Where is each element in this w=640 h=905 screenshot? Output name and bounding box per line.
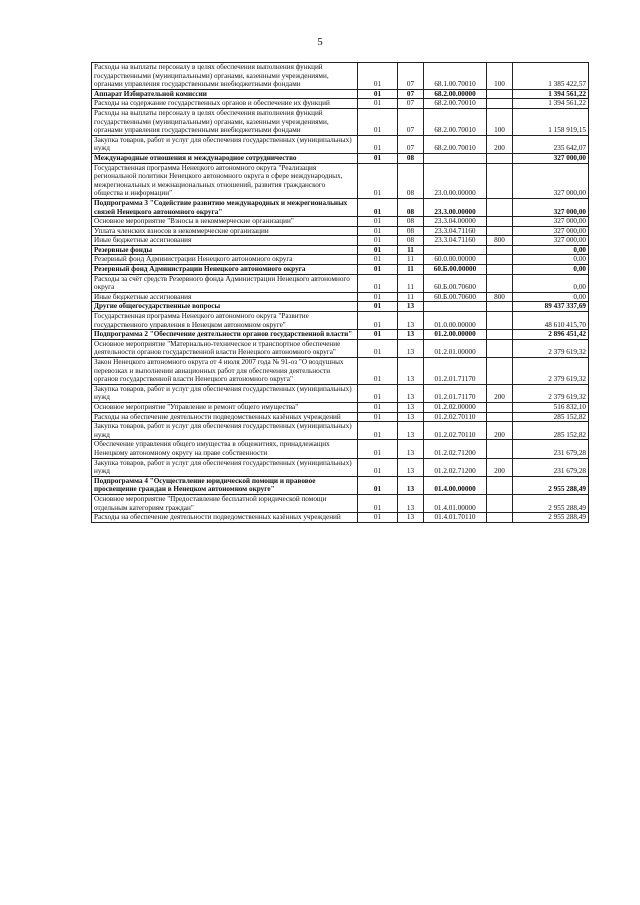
- row-amount: 231 679,28: [513, 458, 589, 476]
- row-amount: 0,00: [513, 265, 589, 275]
- row-section-code: 01: [358, 153, 398, 163]
- row-name: Подпрограмма 3 "Содействие развитию международных и межрегиональных связей Ненецкого автономного округа": [92, 198, 358, 216]
- table-row: [92, 63, 589, 90]
- row-target-code: [424, 153, 487, 163]
- row-expense-type-code: [487, 153, 513, 163]
- row-section-code: 01: [358, 89, 398, 99]
- row-amount: 2 379 619,32: [513, 358, 589, 385]
- row-expense-type-code: 800: [487, 236, 513, 246]
- row-subsection-code: 13: [398, 458, 424, 476]
- row-name: Расходы на обеспечение деятельности подведомственных казённых учреждений: [92, 513, 358, 523]
- row-section-code: 01: [358, 330, 398, 340]
- row-name: Расходы на обеспечение деятельности подведомственных казённых учреждений: [92, 412, 358, 422]
- table-row: [92, 339, 589, 357]
- row-subsection-code: 11: [398, 255, 424, 265]
- row-amount: 2 955 288,49: [513, 513, 589, 523]
- table-row: [92, 292, 589, 302]
- row-amount: 1 385 422,57: [513, 63, 589, 90]
- row-section-code: 01: [358, 217, 398, 227]
- row-target-code: 68.2.00.70010: [424, 108, 487, 135]
- row-name: Основное мероприятие "Управление и ремонт общего имущества": [92, 402, 358, 412]
- table-row: [92, 236, 589, 246]
- row-amount: 2 955 288,49: [513, 494, 589, 512]
- table-row: [92, 217, 589, 227]
- row-expense-type-code: 100: [487, 63, 513, 90]
- row-section-code: 01: [358, 358, 398, 385]
- row-subsection-code: 13: [398, 513, 424, 523]
- row-name: Аппарат Избирательной комиссии: [92, 89, 358, 99]
- table-row: [92, 198, 589, 216]
- row-expense-type-code: [487, 198, 513, 216]
- table-row: [92, 163, 589, 198]
- row-section-code: 01: [358, 513, 398, 523]
- row-target-code: 01.0.00.00000: [424, 312, 487, 330]
- row-amount: 285 152,82: [513, 422, 589, 440]
- row-section-code: 01: [358, 135, 398, 153]
- row-subsection-code: 07: [398, 99, 424, 109]
- row-section-code: 01: [358, 226, 398, 236]
- table-row: [92, 422, 589, 440]
- row-section-code: 01: [358, 163, 398, 198]
- row-name: Подпрограмма 4 "Осуществление юридической помощи и правовое просвещение граждан в Ненецком автономном округе": [92, 476, 358, 494]
- row-name: Иные бюджетные ассигнования: [92, 236, 358, 246]
- row-section-code: 01: [358, 236, 398, 246]
- row-amount: 1 158 919,15: [513, 108, 589, 135]
- row-name: Государственная программа Ненецкого автономного округа "Реализация региональной политики Ненецкого автономного округа в сфере международных, межрегиональных и межнациональных отношений, развития гражданского общества и информации": [92, 163, 358, 198]
- row-section-code: 01: [358, 265, 398, 275]
- row-target-code: 68.1.00.70010: [424, 63, 487, 90]
- row-target-code: 01.2.01.71170: [424, 384, 487, 402]
- row-expense-type-code: [487, 255, 513, 265]
- row-name: Подпрограмма 2 "Обеспечение деятельности органов государственной власти": [92, 330, 358, 340]
- row-subsection-code: 13: [398, 339, 424, 357]
- row-amount: 2 379 619,32: [513, 384, 589, 402]
- row-target-code: 01.4.00.00000: [424, 476, 487, 494]
- row-subsection-code: 13: [398, 358, 424, 385]
- row-target-code: 01.2.01.00000: [424, 339, 487, 357]
- row-target-code: 23.3.00.00000: [424, 198, 487, 216]
- row-name: Закупка товаров, работ и услуг для обеспечения государственных (муниципальных) нужд: [92, 458, 358, 476]
- row-subsection-code: 13: [398, 402, 424, 412]
- row-subsection-code: 11: [398, 274, 424, 292]
- row-section-code: 01: [358, 422, 398, 440]
- row-amount: 89 437 337,69: [513, 302, 589, 312]
- row-subsection-code: 13: [398, 330, 424, 340]
- row-section-code: 01: [358, 274, 398, 292]
- table-row: [92, 476, 589, 494]
- row-name: Резервный фонд Администрации Ненецкого автономного округа: [92, 265, 358, 275]
- row-target-code: 68.2.00.70010: [424, 135, 487, 153]
- row-expense-type-code: 200: [487, 384, 513, 402]
- row-target-code: 23.3.04.00000: [424, 217, 487, 227]
- row-target-code: 01.2.01.71170: [424, 358, 487, 385]
- table-row: [92, 330, 589, 340]
- row-target-code: 60.Б.00.70600: [424, 274, 487, 292]
- row-amount: 2 379 619,32: [513, 339, 589, 357]
- row-name: Расходы на выплаты персоналу в целях обеспечения выполнения функций государственными (муниципальными) органами, казенными учреждениями, органами управления государственными внебюджетными фондами: [92, 63, 358, 90]
- row-name: Основное мероприятие "Материально-техническое и транспортное обеспечение деятельности органов государственной власти Ненецкого автономного округа": [92, 339, 358, 357]
- row-expense-type-code: [487, 402, 513, 412]
- row-expense-type-code: [487, 440, 513, 458]
- table-row: [92, 153, 589, 163]
- row-subsection-code: 13: [398, 440, 424, 458]
- row-target-code: 01.2.00.00000: [424, 330, 487, 340]
- table-row: [92, 89, 589, 99]
- row-expense-type-code: [487, 412, 513, 422]
- row-name: Резервные фонды: [92, 245, 358, 255]
- row-expense-type-code: [487, 163, 513, 198]
- row-expense-type-code: [487, 274, 513, 292]
- row-amount: 2 955 288,49: [513, 476, 589, 494]
- row-subsection-code: 08: [398, 198, 424, 216]
- row-amount: 0,00: [513, 292, 589, 302]
- row-section-code: 01: [358, 384, 398, 402]
- row-expense-type-code: [487, 265, 513, 275]
- row-expense-type-code: [487, 217, 513, 227]
- row-name: Закупка товаров, работ и услуг для обеспечения государственных (муниципальных) нужд: [92, 422, 358, 440]
- row-target-code: 01.4.01.00000: [424, 494, 487, 512]
- row-target-code: 01.2.02.70110: [424, 412, 487, 422]
- row-amount: 231 679,28: [513, 440, 589, 458]
- row-subsection-code: 08: [398, 226, 424, 236]
- row-expense-type-code: [487, 302, 513, 312]
- row-section-code: 01: [358, 99, 398, 109]
- row-target-code: 01.2.02.00000: [424, 402, 487, 412]
- row-amount: 327 000,00: [513, 236, 589, 246]
- row-target-code: 60.Б.00.00000: [424, 265, 487, 275]
- row-name: Закупка товаров, работ и услуг для обеспечения государственных (муниципальных) нужд: [92, 135, 358, 153]
- row-subsection-code: 07: [398, 89, 424, 99]
- row-expense-type-code: [487, 312, 513, 330]
- row-amount: 327 000,00: [513, 153, 589, 163]
- row-subsection-code: 11: [398, 265, 424, 275]
- row-subsection-code: 13: [398, 422, 424, 440]
- row-amount: 2 896 451,42: [513, 330, 589, 340]
- row-section-code: 01: [358, 339, 398, 357]
- row-subsection-code: 08: [398, 236, 424, 246]
- row-expense-type-code: 200: [487, 135, 513, 153]
- row-expense-type-code: [487, 99, 513, 109]
- row-subsection-code: 07: [398, 108, 424, 135]
- row-subsection-code: 07: [398, 63, 424, 90]
- row-expense-type-code: 200: [487, 458, 513, 476]
- row-section-code: 01: [358, 63, 398, 90]
- row-subsection-code: 08: [398, 163, 424, 198]
- table-row: [92, 384, 589, 402]
- page-number: 5: [317, 36, 323, 48]
- row-name: Уплата членских взносов в некоммерческие организации: [92, 226, 358, 236]
- row-target-code: 23.3.04.71160: [424, 226, 487, 236]
- row-name: Расходы за счёт средств Резервного фонда Администрации Ненецкого автономного округа: [92, 274, 358, 292]
- row-name: Закупка товаров, работ и услуг для обеспечения государственных (муниципальных) нужд: [92, 384, 358, 402]
- row-expense-type-code: [487, 89, 513, 99]
- table-row: [92, 302, 589, 312]
- row-section-code: 01: [358, 292, 398, 302]
- row-amount: 327 000,00: [513, 198, 589, 216]
- row-subsection-code: 13: [398, 302, 424, 312]
- row-expense-type-code: 100: [487, 108, 513, 135]
- row-subsection-code: 11: [398, 245, 424, 255]
- row-expense-type-code: [487, 330, 513, 340]
- row-target-code: 23.0.00.00000: [424, 163, 487, 198]
- row-expense-type-code: [487, 358, 513, 385]
- row-subsection-code: 11: [398, 292, 424, 302]
- row-target-code: 68.2.00.70010: [424, 99, 487, 109]
- row-subsection-code: 13: [398, 412, 424, 422]
- row-section-code: 01: [358, 312, 398, 330]
- table-row: [92, 265, 589, 275]
- table-row: [92, 108, 589, 135]
- row-expense-type-code: [487, 476, 513, 494]
- row-amount: 327 000,00: [513, 226, 589, 236]
- budget-table-body: [92, 63, 589, 523]
- row-name: Международные отношения и международное сотрудничество: [92, 153, 358, 163]
- row-name: Государственная программа Ненецкого автономного округа "Развитие государственного управления в Ненецком автономном округе": [92, 312, 358, 330]
- row-expense-type-code: [487, 513, 513, 523]
- row-subsection-code: 07: [398, 135, 424, 153]
- row-target-code: 60.Б.00.70600: [424, 292, 487, 302]
- row-subsection-code: 13: [398, 476, 424, 494]
- row-amount: 0,00: [513, 245, 589, 255]
- table-row: [92, 245, 589, 255]
- row-expense-type-code: 800: [487, 292, 513, 302]
- table-row: [92, 358, 589, 385]
- row-target-code: [424, 245, 487, 255]
- row-amount: 327 000,00: [513, 163, 589, 198]
- row-amount: 285 152,82: [513, 412, 589, 422]
- row-section-code: 01: [358, 108, 398, 135]
- table-row: [92, 312, 589, 330]
- row-section-code: 01: [358, 458, 398, 476]
- row-name: Расходы на выплаты персоналу в целях обеспечения выполнения функций государственными (муниципальными) органами, казенными учреждениями, органами управления государственными внебюджетными фондами: [92, 108, 358, 135]
- table-row: [92, 458, 589, 476]
- row-name: Другие общегосударственные вопросы: [92, 302, 358, 312]
- table-row: [92, 402, 589, 412]
- row-section-code: 01: [358, 402, 398, 412]
- row-subsection-code: 13: [398, 312, 424, 330]
- row-amount: 1 394 561,22: [513, 99, 589, 109]
- budget-table: [91, 62, 589, 523]
- table-row: [92, 274, 589, 292]
- row-target-code: 23.3.04.71160: [424, 236, 487, 246]
- row-expense-type-code: [487, 245, 513, 255]
- row-section-code: 01: [358, 198, 398, 216]
- row-target-code: 01.4.01.70110: [424, 513, 487, 523]
- row-expense-type-code: [487, 339, 513, 357]
- row-amount: 0,00: [513, 274, 589, 292]
- row-target-code: 01.2.02.71200: [424, 458, 487, 476]
- table-row: [92, 135, 589, 153]
- row-section-code: 01: [358, 245, 398, 255]
- table-row: [92, 99, 589, 109]
- row-name: Резервный фонд Администрации Ненецкого автономного округа: [92, 255, 358, 265]
- row-amount: 1 394 561,22: [513, 89, 589, 99]
- table-row: [92, 513, 589, 523]
- row-expense-type-code: [487, 494, 513, 512]
- table-row: [92, 412, 589, 422]
- row-section-code: 01: [358, 255, 398, 265]
- row-expense-type-code: 200: [487, 422, 513, 440]
- row-name: Расходы на содержание государственных органов и обеспечение их функций: [92, 99, 358, 109]
- row-target-code: [424, 302, 487, 312]
- row-amount: 48 610 415,70: [513, 312, 589, 330]
- row-target-code: 01.2.02.71200: [424, 440, 487, 458]
- row-expense-type-code: [487, 226, 513, 236]
- row-subsection-code: 13: [398, 384, 424, 402]
- table-row: [92, 255, 589, 265]
- table-row: [92, 226, 589, 236]
- row-section-code: 01: [358, 302, 398, 312]
- row-subsection-code: 13: [398, 494, 424, 512]
- row-section-code: 01: [358, 476, 398, 494]
- row-amount: 516 832,10: [513, 402, 589, 412]
- row-name: Обеспечение управления общего имущества в общежитиях, принадлежащих Ненецкому автономному округу на праве собственности: [92, 440, 358, 458]
- row-name: Основное мероприятие "Предоставление бесплатной юридической помощи отдельным категориям граждан": [92, 494, 358, 512]
- row-target-code: 01.2.02.70110: [424, 422, 487, 440]
- row-section-code: 01: [358, 440, 398, 458]
- row-name: Иные бюджетные ассигнования: [92, 292, 358, 302]
- row-amount: 327 000,00: [513, 217, 589, 227]
- row-target-code: 68.2.00.00000: [424, 89, 487, 99]
- row-section-code: 01: [358, 412, 398, 422]
- row-amount: 0,00: [513, 255, 589, 265]
- row-subsection-code: 08: [398, 217, 424, 227]
- row-section-code: 01: [358, 494, 398, 512]
- row-name: Основное мероприятие "Взносы в некоммерческие организации": [92, 217, 358, 227]
- row-name: Закон Ненецкого автономного округа от 4 июля 2007 года № 91-оз "О воздушных перевозках и выполнении авиационных работ для обеспечения деятельности органов государственной власти Ненецкого автономного округа": [92, 358, 358, 385]
- table-row: [92, 440, 589, 458]
- row-amount: 235 642,07: [513, 135, 589, 153]
- row-target-code: 60.0.00.00000: [424, 255, 487, 265]
- row-subsection-code: 08: [398, 153, 424, 163]
- table-row: [92, 494, 589, 512]
